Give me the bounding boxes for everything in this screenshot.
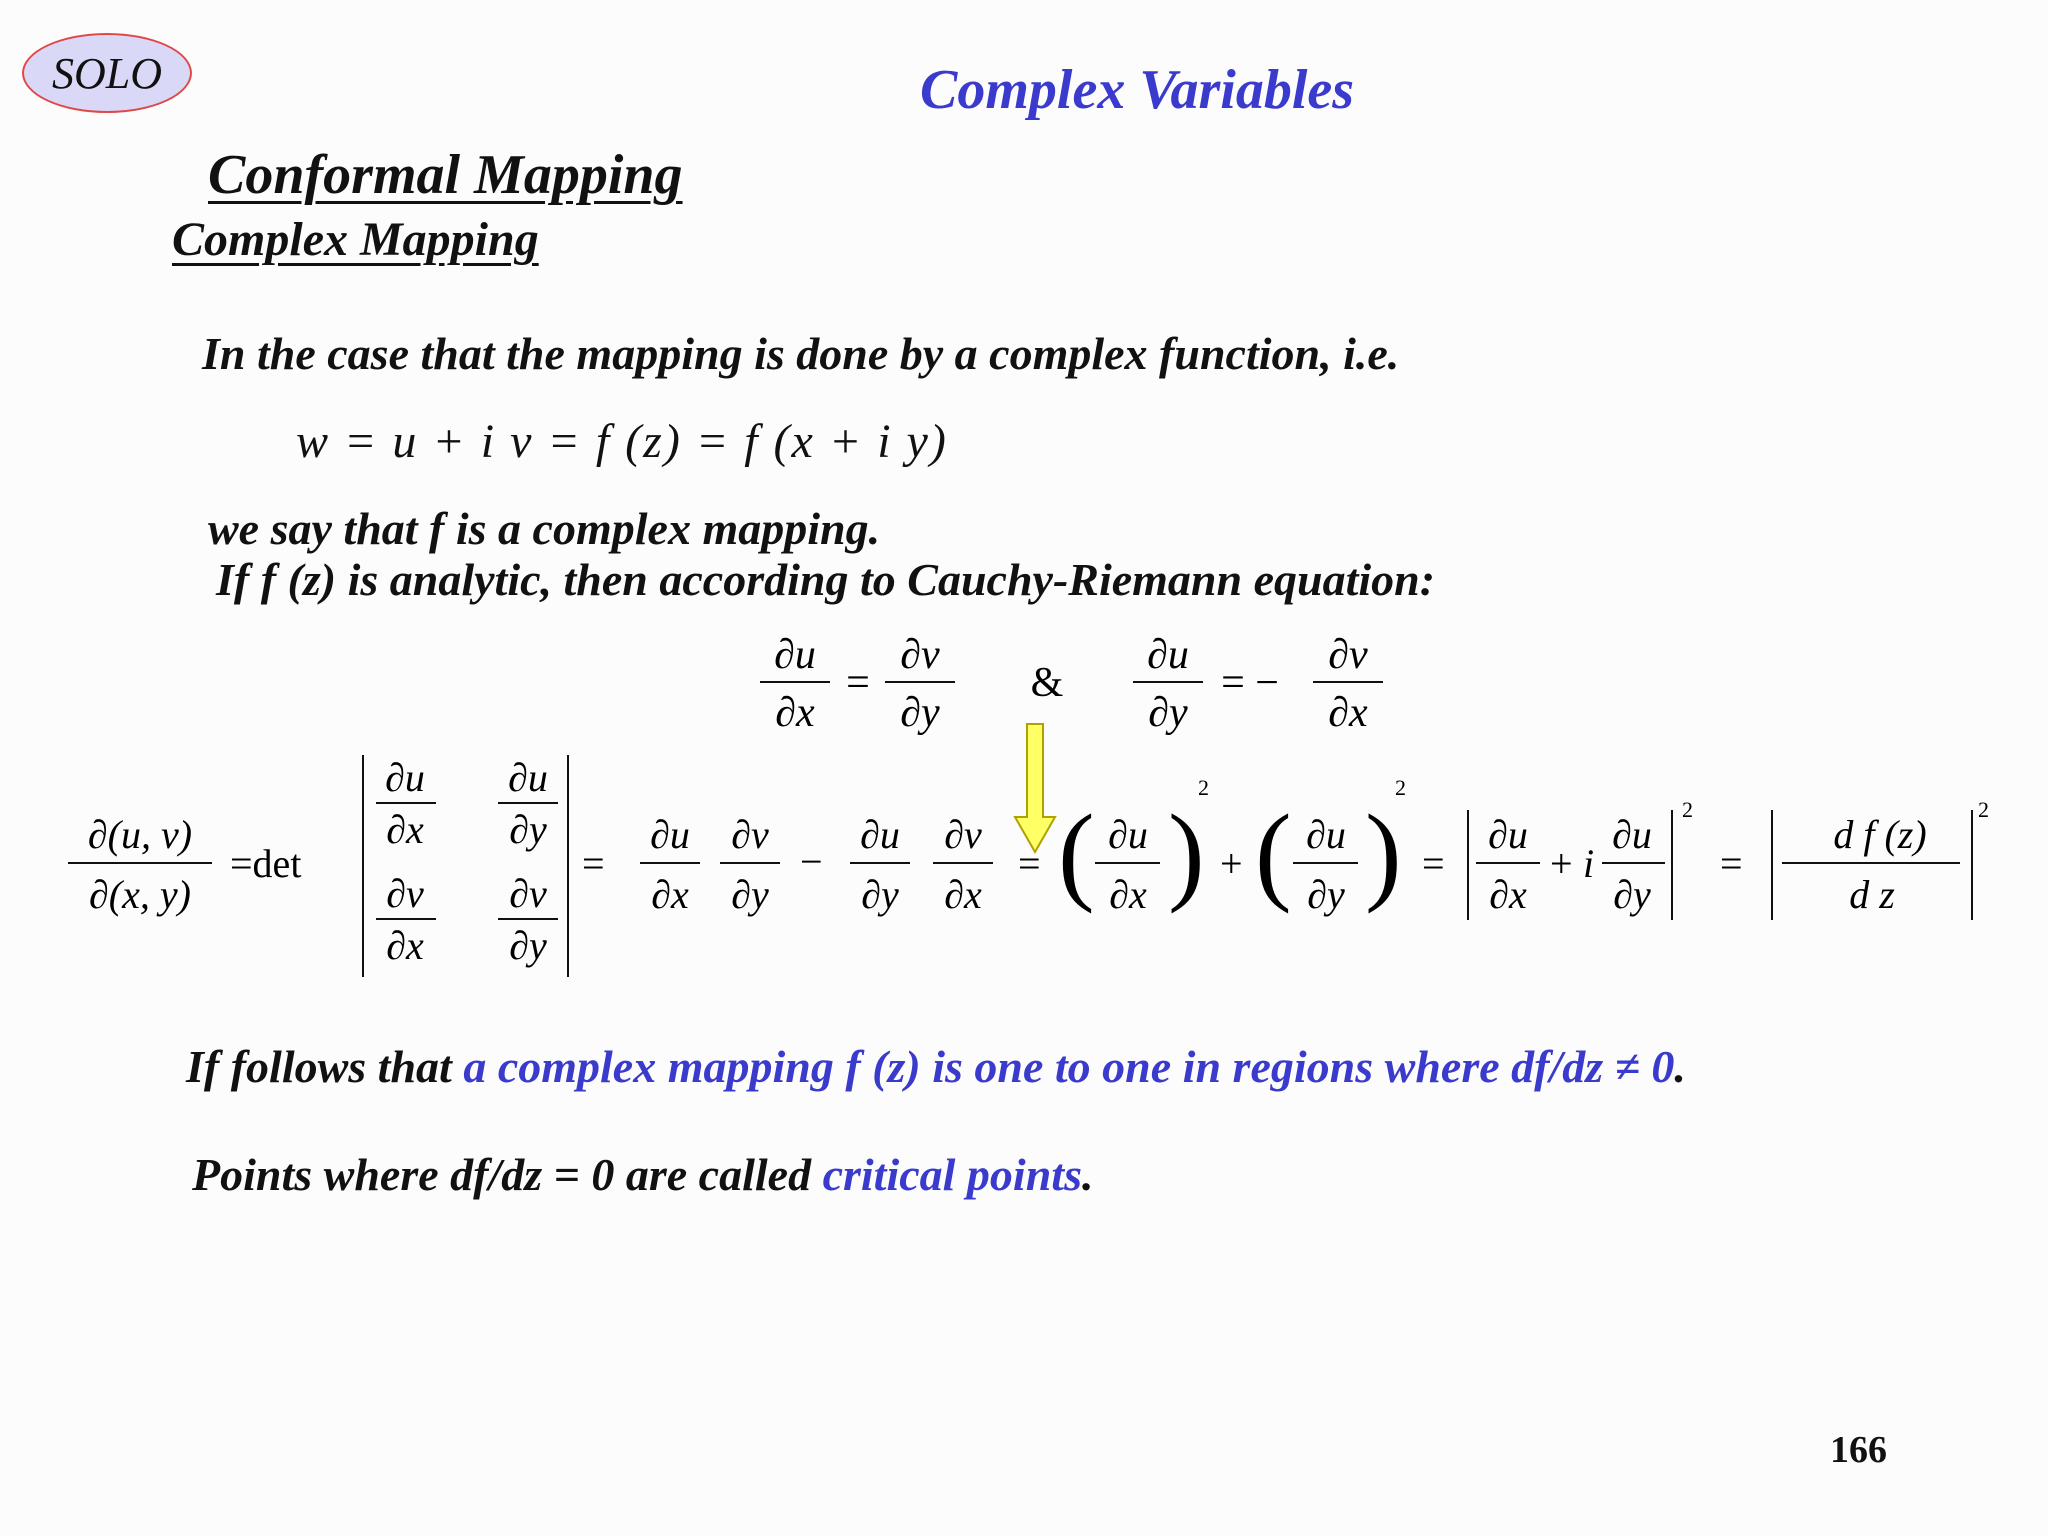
- modulus-term: [1468, 797, 1693, 920]
- svg-text:=: =: [582, 841, 605, 886]
- points-prefix: Points where df/dz = 0 are called: [192, 1149, 823, 1200]
- svg-text:d f (z): d f (z): [1833, 812, 1927, 857]
- svg-text:∂(u, v): ∂(u, v): [87, 812, 193, 857]
- cross-product-terms: [640, 812, 993, 917]
- svg-text:=: =: [1422, 841, 1445, 886]
- svg-text:∂x: ∂x: [1328, 690, 1368, 736]
- svg-text:∂(x, y): ∂(x, y): [89, 872, 191, 917]
- svg-text:+: +: [1220, 841, 1243, 886]
- svg-text:= −: = −: [1221, 660, 1279, 706]
- svg-text:∂x: ∂x: [1489, 872, 1527, 917]
- svg-text:∂u: ∂u: [1306, 812, 1346, 857]
- svg-text:): ): [1168, 792, 1205, 914]
- svg-text:∂u: ∂u: [508, 755, 548, 800]
- mapping-equation: w = u + i v = f (z) = f (x + i y): [296, 415, 948, 468]
- svg-text:+: +: [1550, 841, 1573, 886]
- du-dy-fraction: [1133, 632, 1203, 736]
- logo-text: SOLO: [51, 48, 163, 98]
- svg-text:∂y: ∂y: [1613, 872, 1651, 917]
- svg-text:=det: =det: [230, 841, 302, 886]
- svg-text:∂x: ∂x: [1109, 872, 1147, 917]
- svg-text:−: −: [800, 839, 823, 884]
- svg-text:=: =: [846, 660, 870, 706]
- svg-text:∂v: ∂v: [731, 812, 769, 857]
- svg-text:2: 2: [1198, 775, 1209, 800]
- svg-text:∂y: ∂y: [509, 807, 547, 852]
- svg-text:∂u: ∂u: [650, 812, 690, 857]
- svg-text:∂v: ∂v: [900, 632, 940, 678]
- svg-text:=: =: [1018, 841, 1041, 886]
- svg-text:(: (: [1058, 792, 1095, 914]
- svg-text:∂u: ∂u: [774, 632, 816, 678]
- svg-text:∂v: ∂v: [944, 812, 982, 857]
- cauchy-riemann-intro: If f (z) is analytic, then according to Cauchy-Riemann equation:: [216, 554, 1436, 605]
- determinant-matrix: [363, 755, 568, 977]
- svg-text:∂u: ∂u: [1612, 812, 1652, 857]
- dv-dy-fraction: [885, 632, 955, 736]
- points-highlight: critical points: [822, 1149, 1082, 1200]
- svg-text:∂y: ∂y: [861, 872, 899, 917]
- svg-text:∂v: ∂v: [1328, 632, 1368, 678]
- svg-text:(: (: [1255, 792, 1292, 914]
- slide-title: Complex Variables: [920, 59, 1355, 121]
- intro-text: In the case that the mapping is done by a complex function, i.e.: [202, 328, 1400, 379]
- svg-text:∂x: ∂x: [651, 872, 689, 917]
- jacobian-fraction: [68, 812, 212, 917]
- du-dx-fraction: [760, 632, 830, 736]
- svg-text:∂y: ∂y: [731, 872, 769, 917]
- svg-text:∂u: ∂u: [860, 812, 900, 857]
- svg-text:∂u: ∂u: [1147, 632, 1189, 678]
- cauchy-riemann-equations: [720, 630, 1420, 740]
- heading-complex-mapping: Complex Mapping: [172, 213, 539, 266]
- svg-text:2: 2: [1978, 797, 1989, 822]
- svg-text:2: 2: [1395, 775, 1406, 800]
- svg-text:∂x: ∂x: [944, 872, 982, 917]
- yellow-down-arrow-icon: [1010, 722, 1060, 857]
- svg-text:i: i: [1583, 841, 1595, 886]
- points-suffix: .: [1081, 1149, 1094, 1200]
- svg-text:∂y: ∂y: [509, 923, 547, 968]
- svg-text:∂v: ∂v: [509, 871, 547, 916]
- critical-points-statement: [192, 1148, 1093, 1201]
- follows-prefix: If follows that: [186, 1041, 464, 1092]
- one-to-one-statement: [186, 1040, 1686, 1093]
- follows-suffix: .: [1674, 1041, 1686, 1092]
- svg-text:∂y: ∂y: [900, 690, 940, 736]
- svg-text:∂x: ∂x: [775, 690, 815, 736]
- svg-text:d z: d z: [1849, 872, 1895, 917]
- solo-logo: [22, 33, 192, 113]
- svg-text:∂y: ∂y: [1307, 872, 1345, 917]
- svg-text:∂u: ∂u: [1108, 812, 1148, 857]
- complex-mapping-statement: we say that f is a complex mapping.: [208, 503, 881, 554]
- heading-conformal-mapping: Conformal Mapping: [208, 144, 683, 206]
- svg-text:): ): [1365, 792, 1402, 914]
- page-number: 166: [1830, 1429, 1887, 1471]
- svg-text:∂y: ∂y: [1148, 690, 1188, 736]
- follows-highlight: a complex mapping f (z) is one to one in regions where df/dz ≠ 0: [463, 1041, 1675, 1092]
- svg-text:∂x: ∂x: [386, 923, 424, 968]
- svg-text:∂x: ∂x: [386, 807, 424, 852]
- svg-text:∂v: ∂v: [386, 871, 424, 916]
- svg-text:&: &: [1030, 660, 1064, 706]
- svg-text:2: 2: [1682, 797, 1693, 822]
- squared-terms: [1058, 775, 1406, 917]
- derivative-modulus-term: [1772, 797, 1989, 920]
- svg-text:∂u: ∂u: [385, 755, 425, 800]
- dv-dx-fraction: [1313, 632, 1383, 736]
- svg-text:∂u: ∂u: [1488, 812, 1528, 857]
- svg-text:=: =: [1720, 841, 1743, 886]
